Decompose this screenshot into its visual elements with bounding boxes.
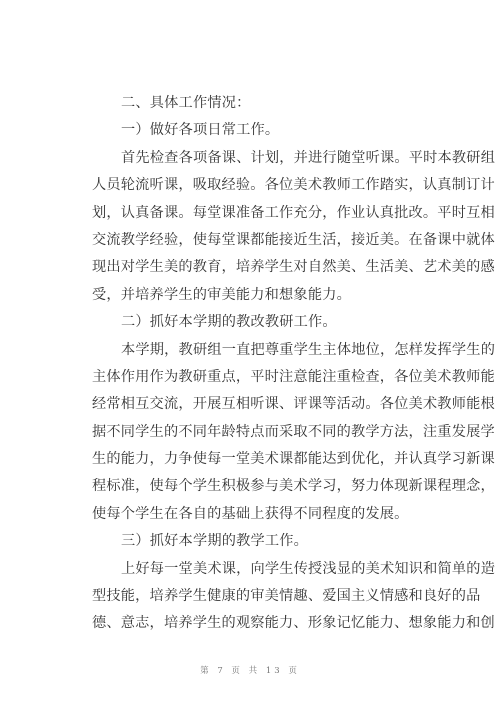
subsection-heading-3: 三）抓好本学期的教学工作。 bbox=[121, 533, 309, 550]
paragraph-1-line: 现出对学生美的教育，培养学生对自然美、生活美、艺术美的感 bbox=[92, 259, 495, 276]
paragraph-3-line: 型技能，培养学生健康的审美情趣、爱国主义情感和良好的品 bbox=[92, 588, 481, 605]
paragraph-3-line: 德、意志，培养学生的观察能力、形象记忆能力、想象能力和创 bbox=[92, 615, 495, 632]
paragraph-1-line: 划，认真备课。每堂课准备工作充分，作业认真批改。平时互相 bbox=[92, 204, 495, 221]
section-heading-2: 二、具体工作情况： bbox=[121, 95, 251, 111]
document-body bbox=[92, 90, 496, 638]
paragraph-1-line: 人员轮流听课，吸取经验。各位美术教师工作踏实，认真制订计 bbox=[92, 177, 495, 194]
paragraph-2-line: 据不同学生的不同年龄特点而采取不同的教学方法，注重发展学 bbox=[92, 423, 495, 440]
paragraph-3-line: 上好每一堂美术课，向学生传授浅显的美术知识和简单的造 bbox=[121, 560, 496, 577]
paragraph-2-line: 主体作用作为教研重点，平时注意能注重检查，各位美术教师能 bbox=[92, 368, 495, 385]
paragraph-2-line: 经常相互交流，开展互相听课、评课等活动。各位美术教师能根 bbox=[92, 396, 495, 413]
page-number-footer: 第 7 页 共 13 页 bbox=[200, 666, 300, 676]
paragraph-1-line: 受，并培养学生的审美能力和想象能力。 bbox=[92, 286, 351, 303]
paragraph-1-line: 首先检查各项备课、计划，并进行随堂听课。平时本教研组 bbox=[121, 149, 496, 166]
paragraph-1-line: 交流教学经验，使每堂课都能接近生活，接近美。在备课中就体 bbox=[92, 231, 495, 248]
subsection-heading-1: 一）做好各项日常工作。 bbox=[121, 122, 280, 139]
paragraph-2-line: 生的能力，力争使每一堂美术课都能达到优化，并认真学习新课 bbox=[92, 451, 495, 468]
subsection-heading-2: 二）抓好本学期的教改教研工作。 bbox=[121, 314, 337, 331]
paragraph-2-line: 本学期，教研组一直把尊重学生主体地位，怎样发挥学生的 bbox=[121, 341, 496, 358]
paragraph-2-line: 程标准，使每个学生积极参与美术学习，努力体现新课程理念， bbox=[92, 478, 495, 495]
paragraph-2-line: 使每个学生在各自的基础上获得不同程度的发展。 bbox=[92, 505, 409, 522]
